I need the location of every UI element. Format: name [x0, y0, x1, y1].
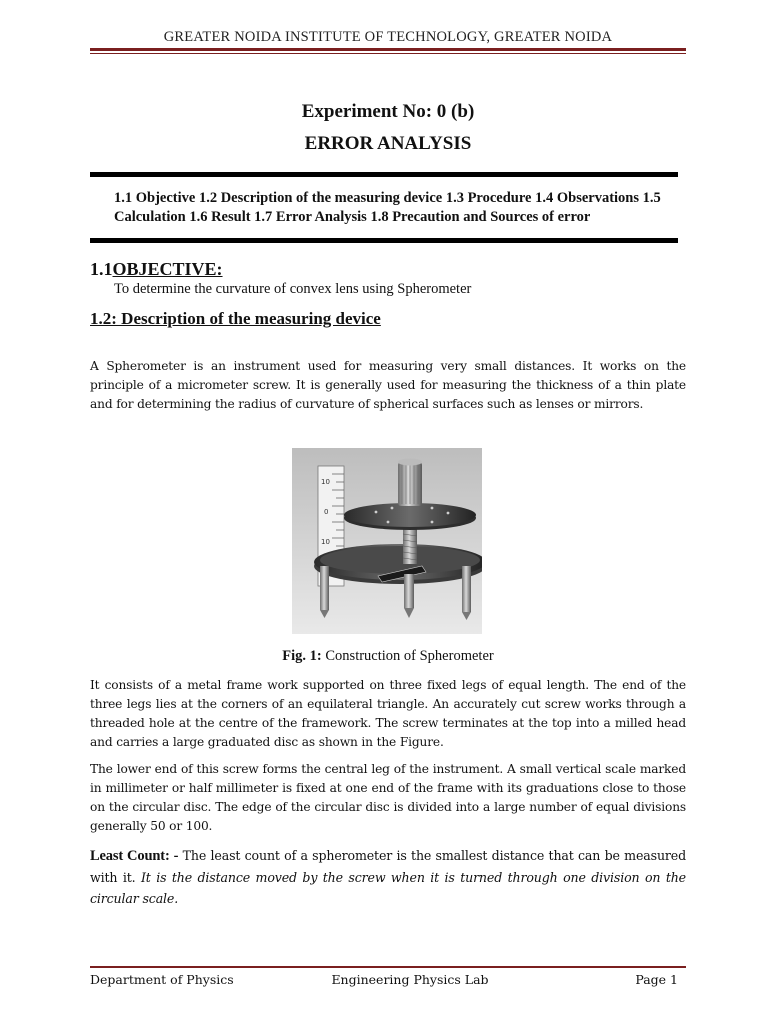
page-header: GREATER NOIDA INSTITUTE OF TECHNOLOGY, GREATER NOIDA: [163, 29, 613, 45]
table-of-contents: 1.1 Objective 1.2 Description of the measuring device 1.3 Procedure 1.4 Observations 1.5 Calculation 1.6 Result 1.7 Error Analysis 1.8 Precaution and Sources of error: [114, 190, 661, 225]
header-divider-thin: [90, 53, 686, 54]
figure-caption: [90, 648, 686, 665]
description-paragraph-2: It consists of a metal frame work supported on three fixed legs of equal length. The end of the three legs lies at the corners of an equilateral triangle. An accurately cut screw works through a threaded hole at the centre of the framework. The screw terminates at the top into a milled head and carries a large graduated disc as shown in the Figure.: [90, 678, 686, 749]
spherometer-figure: [292, 448, 482, 634]
toc-bottom-rule: [90, 238, 678, 243]
least-count-text: The least count of a spherometer is the smallest distance that can be measured with it.: [90, 848, 686, 885]
scale-label-middle: 0: [324, 508, 329, 516]
objective-heading-text: OBJECTIVE:: [112, 259, 223, 279]
header-divider-thick: [90, 48, 686, 51]
figure-label: Fig. 1:: [282, 648, 322, 664]
footer-department: Department of Physics: [90, 972, 234, 987]
experiment-title: Experiment No: 0 (b): [301, 101, 475, 122]
least-count-paragraph: [90, 845, 686, 909]
objective-text: To determine the curvature of convex lens using Spherometer: [114, 281, 472, 297]
footer-page-number: Page 1: [635, 972, 678, 987]
footer-divider: [90, 966, 686, 968]
least-count-label: Least Count: -: [90, 848, 179, 864]
description-paragraph-3: The lower end of this screw forms the central leg of the instrument. A small vertical scale marked in millimeter or half millimeter is fixed at one end of the frame with its graduations close to those on the circular disc. The edge of the circular disc is divided into a large number of equal divisions generally 50 or 100.: [90, 762, 686, 833]
description-paragraph-1: A Spherometer is an instrument used for measuring very small distances. It works on the principle of a micrometer screw. It is generally used for measuring the thickness of a thin plate and for determining the radius of curvature of spherical surfaces such as lenses or mirrors.: [90, 359, 686, 411]
toc-top-rule: [90, 172, 678, 177]
footer-lab-name: Engineering Physics Lab: [331, 972, 489, 987]
scale-label-top: 10: [321, 478, 330, 486]
figure-caption-text: Construction of Spherometer: [321, 648, 494, 664]
experiment-subtitle: ERROR ANALYSIS: [304, 133, 472, 154]
scale-label-bottom: 10: [321, 538, 330, 546]
spherometer-illustration: [292, 448, 482, 634]
least-count-definition: It is the distance moved by the screw when it is turned through one division on the circular scale.: [90, 870, 686, 906]
objective-number: 1.1: [90, 259, 113, 279]
objective-heading: [90, 259, 223, 280]
description-heading: 1.2: Description of the measuring device: [90, 309, 381, 328]
